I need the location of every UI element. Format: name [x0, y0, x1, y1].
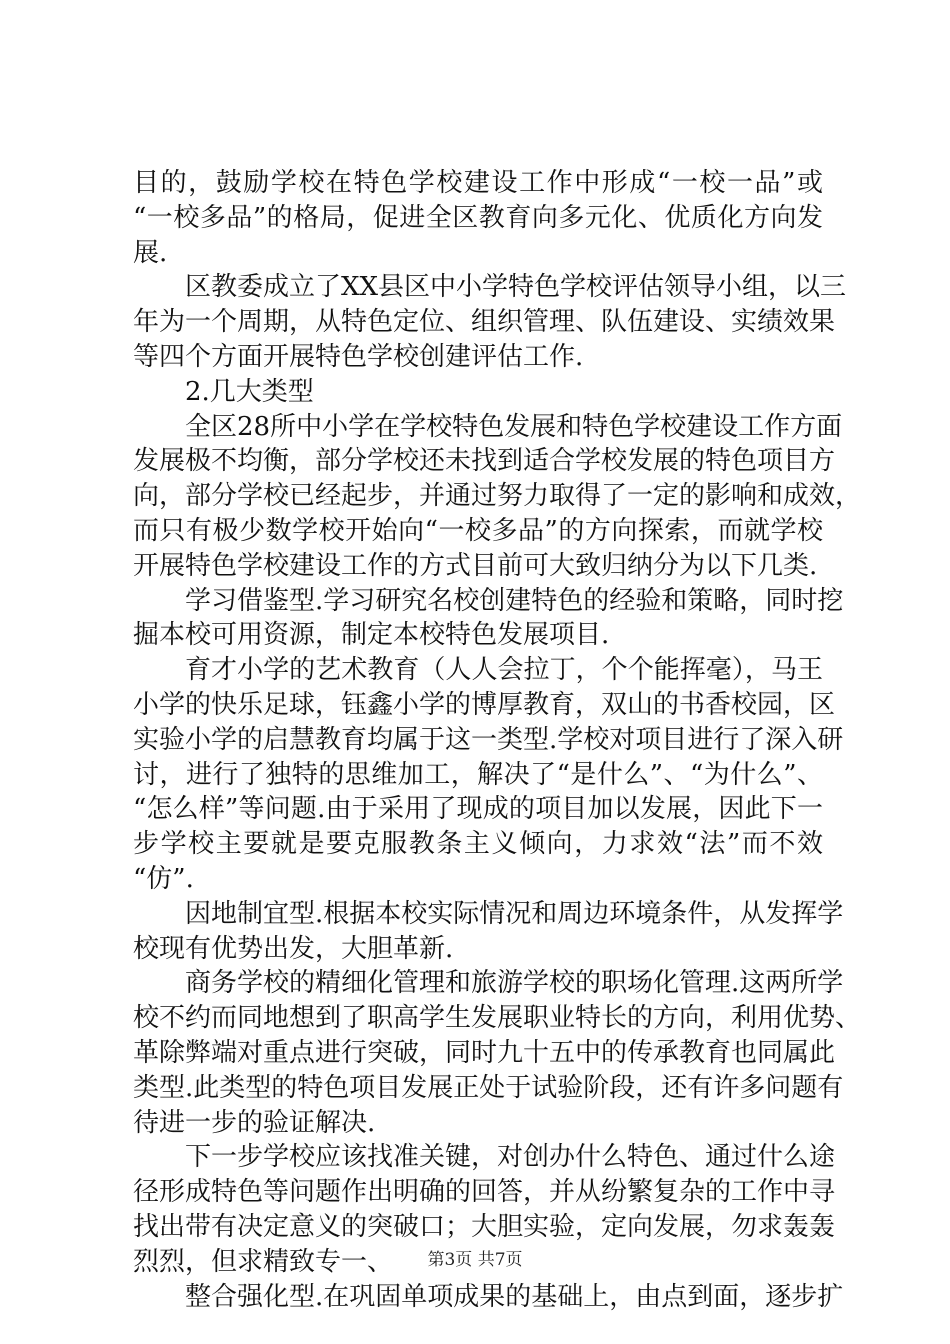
text-line: 目的，鼓励学校在特色学校建设工作中形成“一校一品”或: [133, 168, 823, 198]
text-line: “一校多品”的格局，促进全区教育向多元化、优质化方向发: [133, 202, 823, 233]
text-line: 径形成特色等问题作出明确的回答，并从纷繁复杂的工作中寻: [133, 1177, 836, 1208]
text-line: 商务学校的精细化管理和旅游学校的职场化管理.这两所学: [185, 968, 844, 999]
body-text: [133, 166, 862, 1314]
paragraph: [133, 584, 844, 654]
text-line: 整合强化型.在巩固单项成果的基础上，由点到面，逐步扩: [185, 1281, 844, 1312]
text-line: 发展极不均衡，部分学校还未找到适合学校发展的特色项目方: [133, 446, 836, 477]
text-line: 掘本校可用资源，制定本校特色发展项目.: [133, 620, 610, 651]
text-line: 革除弊端对重点进行突破，同时九十五中的传承教育也同属此: [133, 1037, 836, 1068]
text-line: 等四个方面开展特色学校创建评估工作.: [133, 341, 584, 372]
text-line: 校现有优势出发，大胆革新.: [133, 933, 454, 964]
text-line: 育才小学的艺术教育（人人会拉丁，个个能挥毫），马王: [185, 655, 823, 686]
text-line: 类型.此类型的特色项目发展正处于试验阶段，还有许多问题有: [133, 1072, 844, 1103]
paragraph: [133, 897, 844, 967]
text-line: 讨，进行了独特的思维加工，解决了“是什么”、“为什么”、: [133, 759, 823, 790]
text-line: 开展特色学校建设工作的方式目前可大致归纳分为以下几类.: [133, 550, 818, 581]
text-line: 待进一步的验证解决.: [133, 1107, 376, 1138]
text-line: 找出带有决定意义的突破口；大胆实验，定向发展，勿求轰轰: [133, 1211, 836, 1242]
paragraph: [133, 966, 862, 1140]
page-footer: 第3页 共7页: [427, 1250, 523, 1270]
paragraph: [133, 653, 844, 897]
text-line: 下一步学校应该找准关键，对创办什么特色、通过什么途: [185, 1142, 836, 1173]
text-line: 全区28所中小学在学校特色发展和特色学校建设工作方面: [185, 411, 843, 442]
paragraph: [133, 166, 823, 270]
text-line: “怎么样”等问题.由于采用了现成的项目加以发展，因此下一: [133, 794, 823, 825]
text-line: 步学校主要就是要克服教条主义倾向，力求效“法”而不效: [133, 829, 823, 860]
text-line: 向，部分学校已经起步，并通过努力取得了一定的影响和成效，: [133, 481, 862, 512]
text-line: 因地制宜型.根据本校实际情况和周边环境条件，从发挥学: [185, 898, 844, 929]
text-line: 学习借鉴型.学习研究名校创建特色的经验和策略，同时挖: [185, 585, 844, 616]
paragraph: [133, 1280, 844, 1315]
text-line: 区教委成立了XX县区中小学特色学校评估领导小组，以三: [185, 272, 847, 303]
text-line: 小学的快乐足球，钰鑫小学的博厚教育，双山的书香校园，区: [133, 689, 836, 720]
text-line: 2.几大类型: [185, 376, 314, 407]
text-line: 校不约而同地想到了职高学生发展职业特长的方向，利用优势、: [133, 1003, 862, 1034]
paragraph: [133, 410, 862, 584]
paragraph: [133, 270, 847, 374]
text-line: 展.: [133, 237, 168, 268]
paragraph: [133, 375, 823, 410]
text-line: 烈烈，但求精致专一、: [133, 1246, 394, 1277]
text-line: 而只有极少数学校开始向“一校多品”的方向探索，而就学校: [133, 515, 823, 546]
text-line: 年为一个周期，从特色定位、组织管理、队伍建设、实绩效果: [133, 307, 836, 338]
text-line: 实验小学的启慧教育均属于这一类型.学校对项目进行了深入研: [133, 724, 844, 755]
text-line: “仿”.: [133, 863, 194, 894]
